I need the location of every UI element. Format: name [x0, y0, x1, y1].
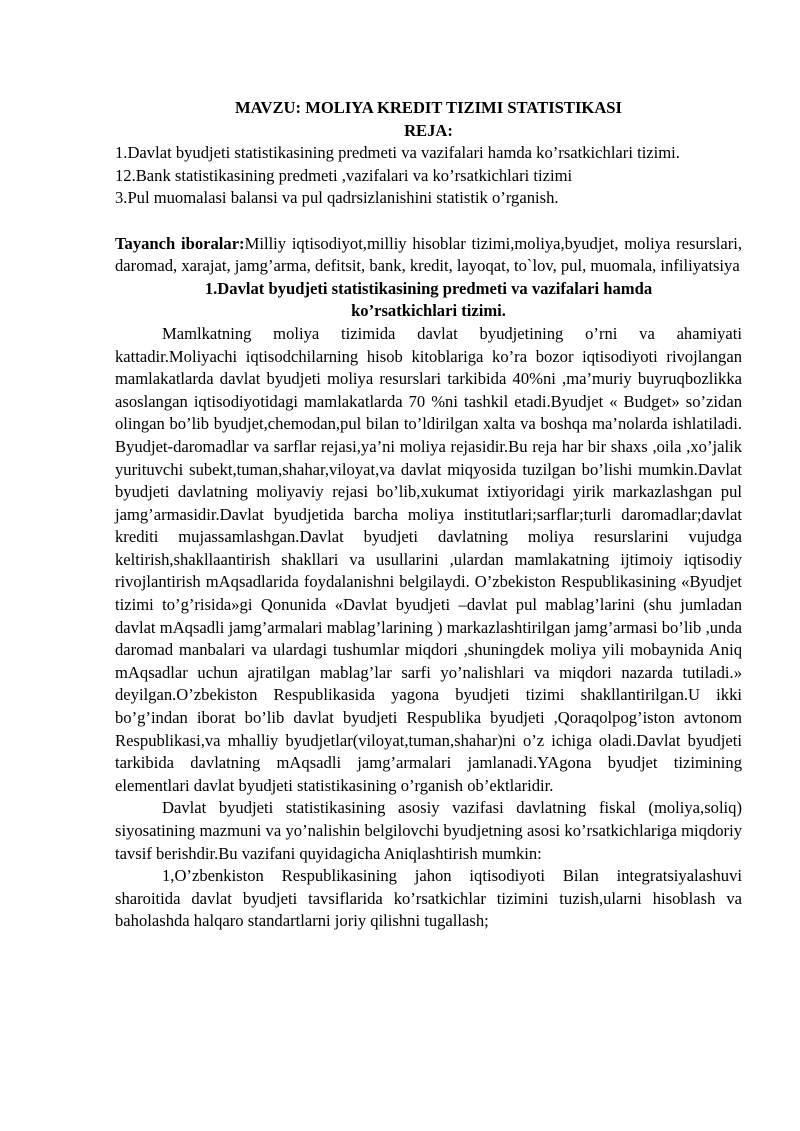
section-heading: 1.Davlat byudjeti statistikasining predmeti va vazifalari hamda ko’rsatkichlari tizimi. [204, 278, 653, 321]
plan-label: REJA: [404, 120, 453, 140]
body-paragraph-2: Davlat byudjeti statistikasining asosiy vazifasi davlatning fiskal (moliya,soliq) siyosatining mazmuni va yo’nalishin belgilovchi byudjetning asosi ko’rsatkichlariga miqdoriy tavsif berishdir.Bu vazifani quyidagicha Aniqlashtirish mumkin: [115, 798, 742, 863]
keywords-text: Milliy iqtisodiyot,milliy hisoblar tizimi,moliya,byudjet, moliya resurslari, daromad, xarajat, jamg’arma, defitsit, bank, kredit, layoqat, to`lov, pul, muomala, infiliyatsiya [115, 233, 742, 276]
keywords-paragraph [115, 233, 742, 278]
plan-item-3: 3.Pul muomalasi balansi va pul qadrsizlanishini statistik o’rganish. [115, 188, 559, 208]
body-paragraph-1: Mamlkatning moliya tizimida davlat byudjetining o’rni va ahamiyati kattadir.Moliyachi iqtisodchilarning hisob kitoblariga ko’ra bozor iqtisodiyoti rivojlangan mamlakatlarda davlat byudjeti moliya resurslari tarkibida 40%ni ,ma’muriy buyruqbozlikka asoslangan iqtisodiyotidagi mamlakatlarda 70 %ni tashkil etadi.Byudjet « Budget» so’zidan olingan bo’lib byudjet,chemodan,pul bilan to’ldirilgan xalta va boshqa ma’nolarda ishlatiladi. Byudjet-daromadlar va sarflar rejasi,ya’ni moliya rejasidir.Bu reja har bir shaxs ,oila ,xo’jalik yurituvchi subekt,tuman,shahar,viloyat,va davlat miqyosida tuzilgan bo’lishi mumkin.Davlat byudjeti davlatning moliyaviy rejasi bo’lib,xukumat ixtiyoridagi yirik markazlashgan pul jamg’armasidir.Davlat byudjetida barcha moliya institutlari;sarflar;turli daromadlar;davlat krediti mujassamlashgan.Davlat byudjeti davlatning moliya resurslarini vujudga keltirish,shakllaantirish shakllari va usullarini ,ulardan mamlakatning ijtimoiy iqtisodiy rivojlantirish mAqsadlarida foydalanishni belgilaydi. O’zbekiston Respublikasining «Byudjet tizimi to’g’risida»gi Qonunida «Davlat byudjeti –davlat pul mablag’larini (shu jumladan davlat mAqsadli jamg’armalari mablag’larining ) markazlashtirilgan jamg’armasi bo’lib ,unda daromad manbalari va ulardagi tushumlar miqdori ,shuningdek moliya yili mobaynida Aniq mAqsadlar uchun ajratilgan mablag’lar sarfi yo’nalishlari va miqdori nazarda tutiladi.» deyilgan.O’zbekiston Respublikasida yagona byudjeti tizimi shakllantirilgan.U ikki bo’g’indan iborat bo’lib davlat byudjeti Respublika byudjeti ,Qoraqolpog’iston avtonom Respublikasi,va mhalliy byudjetlar(viloyat,tuman,shahar)ni o’z ichiga oladi.Davlat byudjeti tarkibida davlatning mAqsadli jamg’armalari jamlanadi.YAgona byudjet tizimining elementlari davlat byudjeti statistikasining o’rganish ob’ektlaridir. [115, 323, 742, 795]
document-title: MAVZU: MOLIYA KREDIT TIZIMI STATISTIKASI [235, 98, 622, 117]
document-page [115, 97, 742, 933]
body-paragraph-3: 1,O’zbenkiston Respublikasining jahon iqtisodiyoti Bilan integratsiyalashuvi sharoitida davlat byudjeti tavsiflarida ko’rsatkichlar tizimini tuzish,ularni hisoblash va baholashda halqaro standartlarni joriy qilishni tugallash; [115, 866, 742, 931]
plan-item-2: 12.Bank statistikasining predmeti ,vazifalari va ko’rsatkichlari tizimi [115, 165, 573, 185]
keywords-label: Tayanch iboralar: [115, 233, 245, 253]
spacer [115, 210, 742, 233]
plan-item-1: 1.Davlat byudjeti statistikasining predmeti va vazifalari hamda ko’rsatkichlari tizimi. [115, 143, 680, 163]
